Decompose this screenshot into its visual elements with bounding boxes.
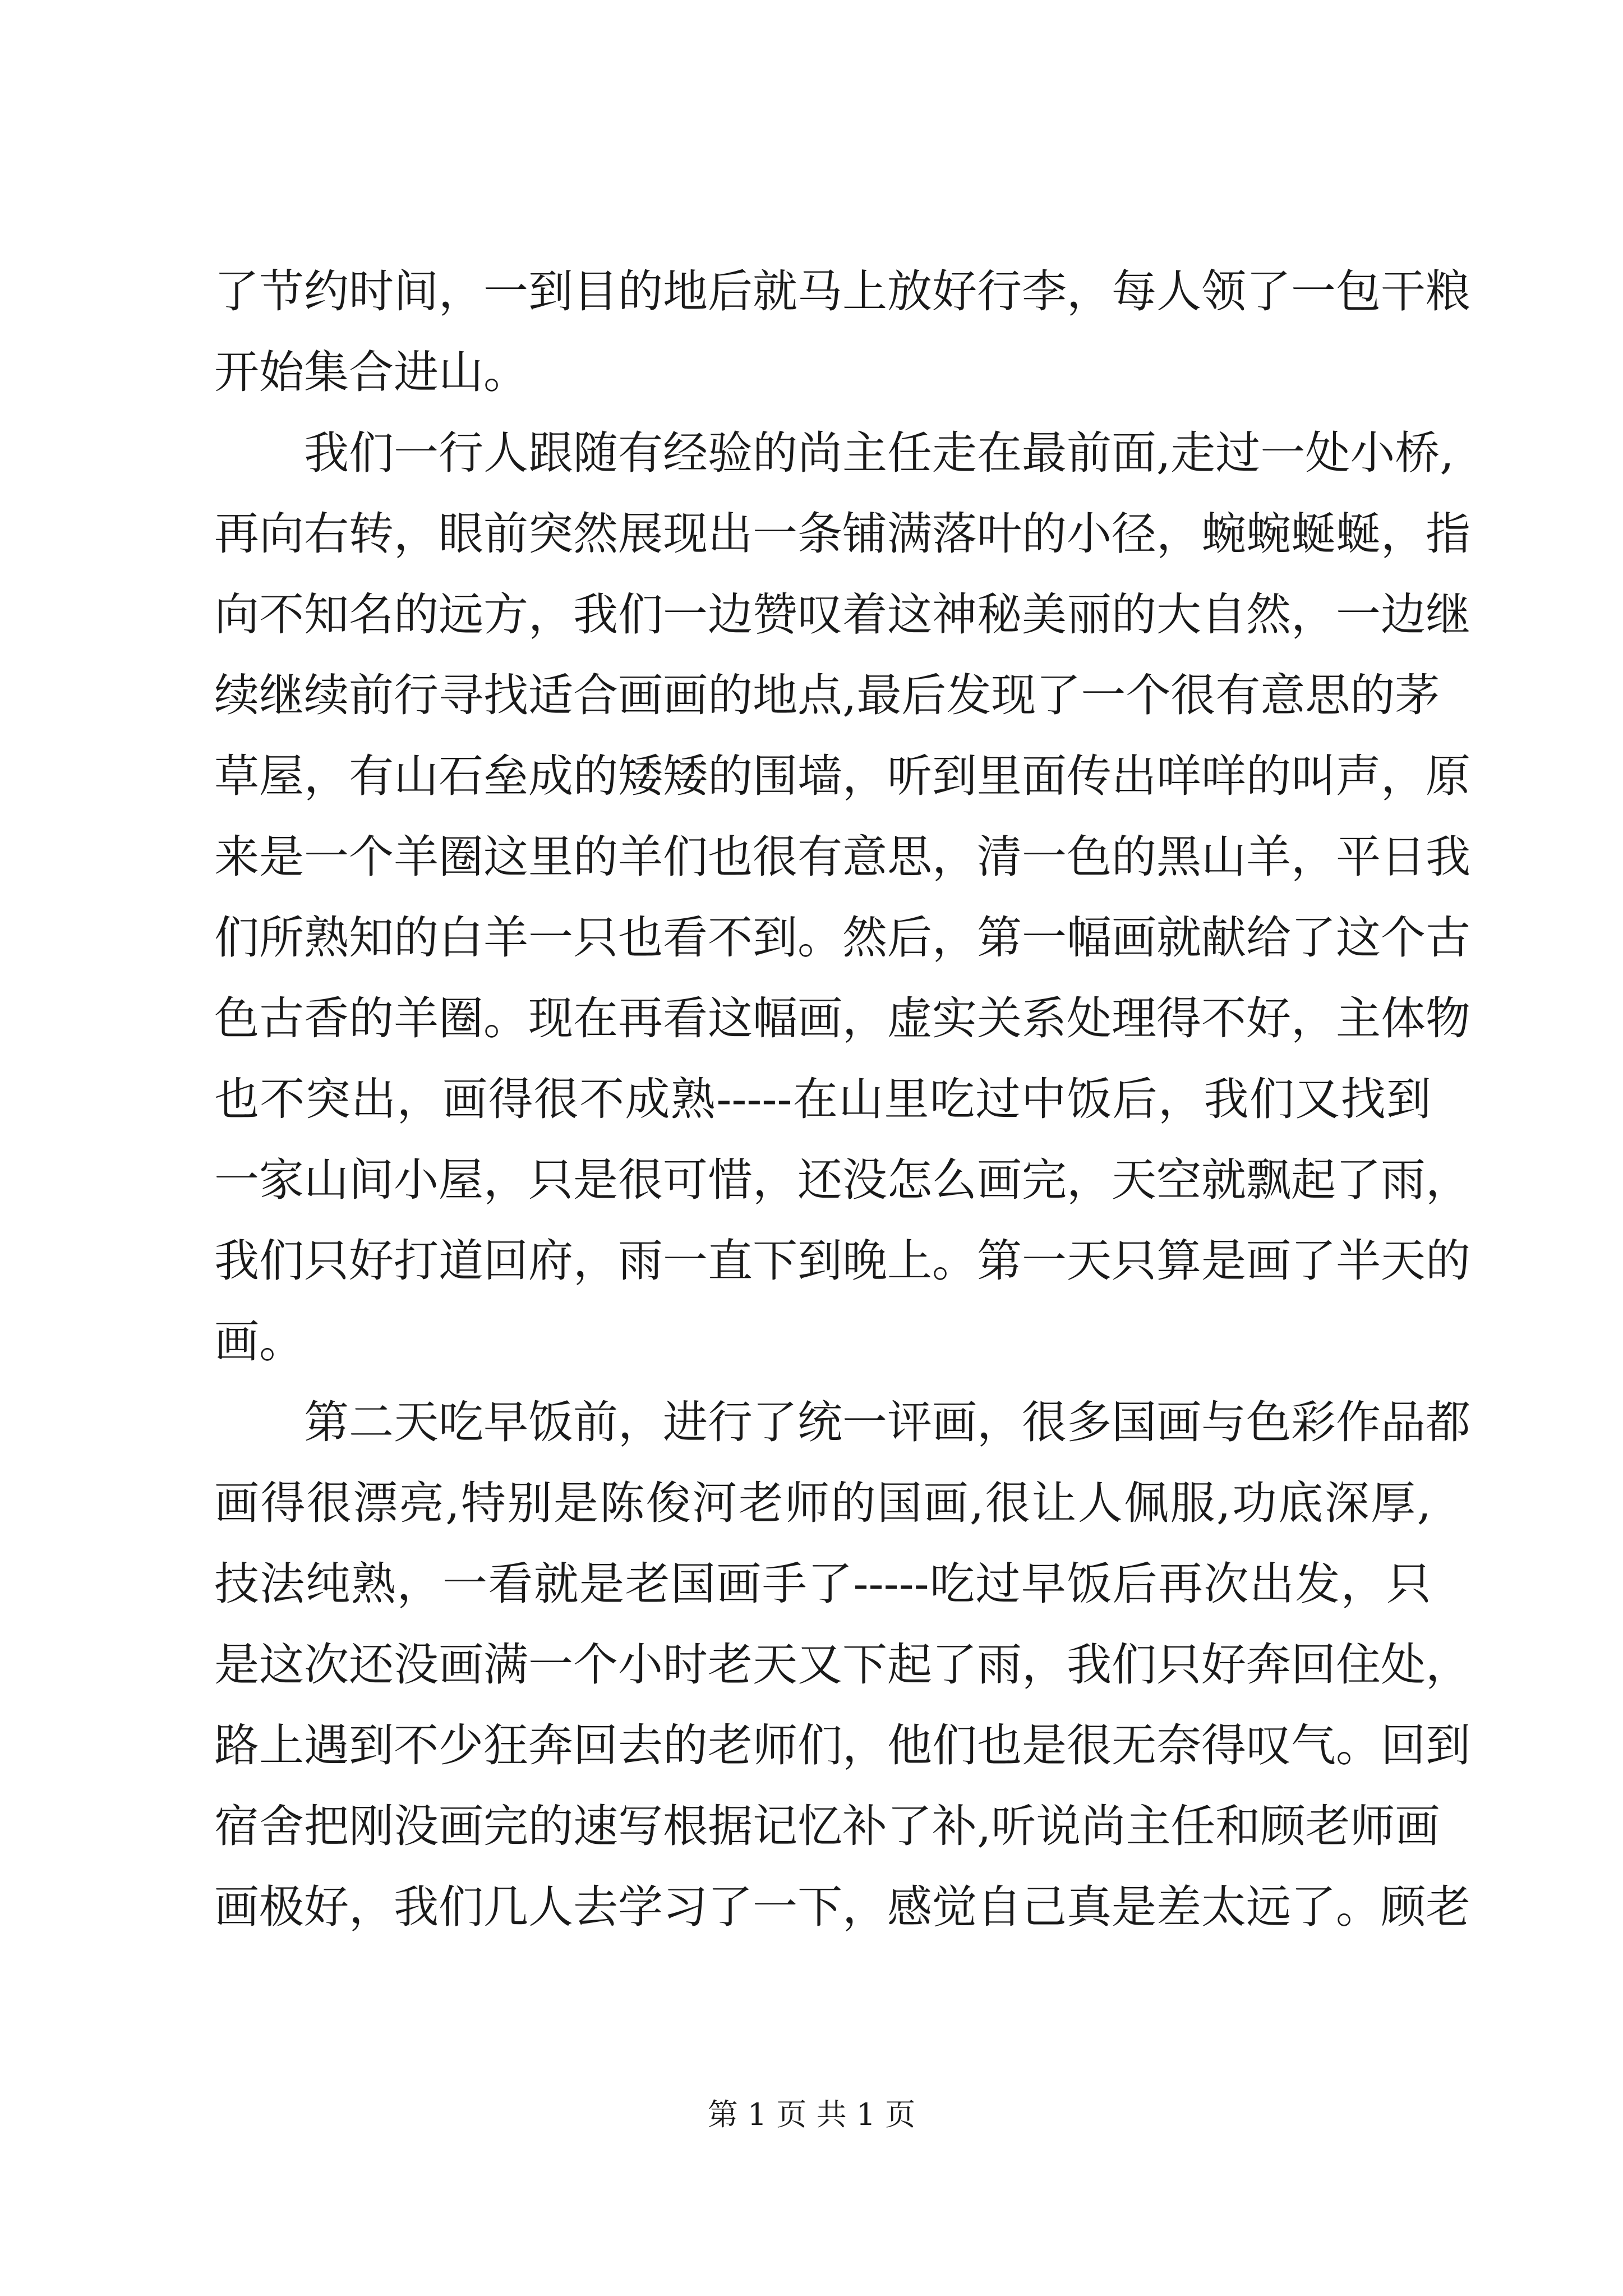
text-line: 一家山间小屋，只是很可惜，还没怎么画完，天空就飘起了雨， <box>214 1154 1470 1206</box>
text-line: 技法纯熟，一看就是老国画手了-----吃过早饭后再次出发，只 <box>214 1558 1431 1610</box>
text-line: 路上遇到不少狂奔回去的老师们，他们也是很无奈得叹气。回到 <box>214 1719 1470 1772</box>
text-line: 再向右转，眼前突然展现出一条铺满落叶的小径，蜿蜿蜒蜒，指 <box>214 508 1470 560</box>
text-line: 开始集合进山。 <box>214 346 528 398</box>
text-line: 向不知名的远方，我们一边赞叹着这神秘美丽的大自然，一边继 <box>214 588 1470 641</box>
text-line: 是这次还没画满一个小时老天又下起了雨，我们只好奔回住处， <box>214 1639 1470 1691</box>
paragraph-first-line: 我们一行人跟随有经验的尚主任走在最前面,走过一处小桥, <box>304 427 1454 479</box>
text-line: 草屋，有山石垒成的矮矮的围墙，听到里面传出咩咩的叫声，原 <box>214 750 1470 802</box>
text-line: 色古香的羊圈。现在再看这幅画，虚实关系处理得不好，主体物 <box>214 992 1470 1045</box>
text-line: 画得很漂亮,特别是陈俊河老师的国画,很让人佩服,功底深厚, <box>214 1477 1431 1529</box>
text-line: 我们只好打道回府，雨一直下到晚上。第一天只算是画了半天的 <box>214 1235 1470 1287</box>
text-line: 画极好，我们几人去学习了一下，感觉自己真是差太远了。顾老 <box>214 1881 1470 1933</box>
text-line: 了节约时间，一到目的地后就马上放好行李，每人领了一包干粮 <box>214 265 1470 318</box>
text-line: 来是一个羊圈这里的羊们也很有意思，清一色的黑山羊，平日我 <box>214 831 1470 883</box>
text-line: 画。 <box>214 1315 304 1368</box>
text-line: 也不突出，画得很不成熟-----在山里吃过中饭后，我们又找到 <box>214 1073 1431 1125</box>
text-line: 续继续前行寻找适合画画的地点,最后发现了一个很有意思的茅 <box>214 669 1440 721</box>
paragraph-first-line: 第二天吃早饭前，进行了统一评画，很多国画与色彩作品都 <box>304 1396 1470 1448</box>
page-footer <box>0 2095 1623 2134</box>
page-number: 第 1 页 共 1 页 <box>707 2097 916 2132</box>
body-text <box>214 251 1470 1948</box>
text-line: 们所熟知的白羊一只也看不到。然后，第一幅画就献给了这个古 <box>214 912 1470 964</box>
text-line: 宿舍把刚没画完的速写根据记忆补了补,听说尚主任和顾老师画 <box>214 1800 1440 1852</box>
